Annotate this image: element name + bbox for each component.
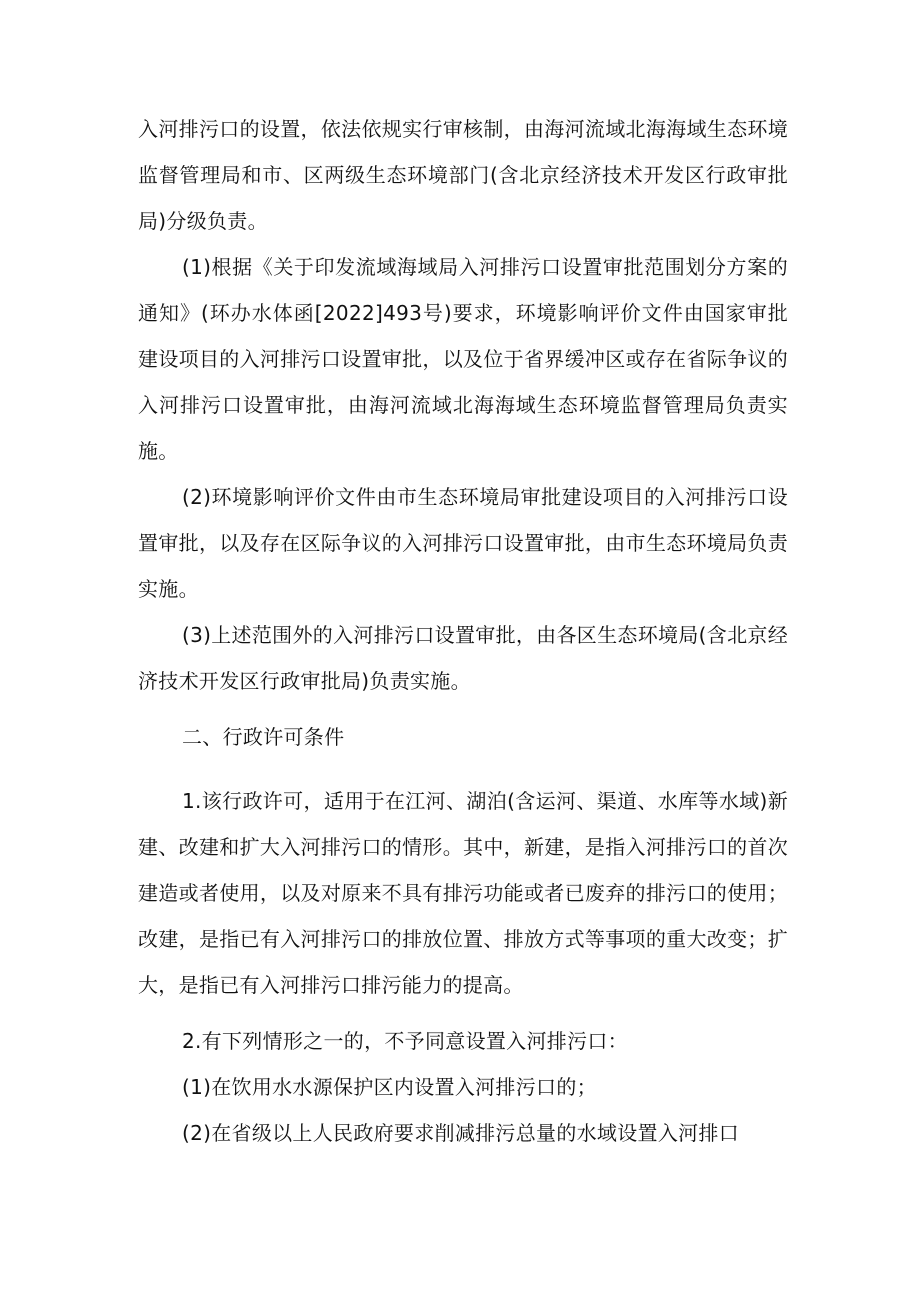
paragraph-responsibility: 入河排污口的设置，依法依规实行审核制，由海河流域北海海域生态环境监督管理局和市、区两级生态环境部门(含北京经济技术开发区行政审批局)分级负责。 bbox=[138, 117, 788, 233]
paragraph-item-3: (3)上述范围外的入河排污口设置审批，由各区生态环境局(含北京经济技术开发区行政审批局)负责实施。 bbox=[138, 623, 788, 693]
paragraph-condition-2-item-2: (2)在省级以上人民政府要求削减排污总量的水域设置入河排口 bbox=[182, 1121, 740, 1145]
document-body bbox=[138, 106, 788, 1156]
paragraph-item-2: (2)环境影响评价文件由市生态环境局审批建设项目的入河排污口设置审批，以及存在区际争议的入河排污口设置审批，由市生态环境局负责实施。 bbox=[138, 485, 788, 601]
paragraph-condition-2: 2.有下列情形之一的，不予同意设置入河排污口： bbox=[182, 1029, 628, 1053]
paragraph-item-1: (1)根据《关于印发流域海域局入河排污口设置审批范围划分方案的通知》(环办水体函[2022]493号)要求，环境影响评价文件由国家审批建设项目的入河排污口设置审批，以及位于省界缓冲区或存在省际争议的入河排污口设置审批，由海河流域北海海域生态环境监督管理局负责实施。 bbox=[138, 255, 788, 463]
section-heading-conditions: 二、行政许可条件 bbox=[182, 725, 345, 749]
paragraph-condition-2-item-1: (1)在饮用水水源保护区内设置入河排污口的； bbox=[182, 1075, 597, 1099]
paragraph-condition-1: 1.该行政许可，适用于在江河、湖泊(含运河、渠道、水库等水域)新建、改建和扩大入河排污口的情形。其中，新建，是指入河排污口的首次建造或者使用，以及对原来不具有排污功能或者已废弃的排污口的使用；改建，是指已有入河排污口的排放位置、排放方式等事项的重大改变；扩大，是指已有入河排污口排污能力的提高。 bbox=[138, 789, 788, 997]
